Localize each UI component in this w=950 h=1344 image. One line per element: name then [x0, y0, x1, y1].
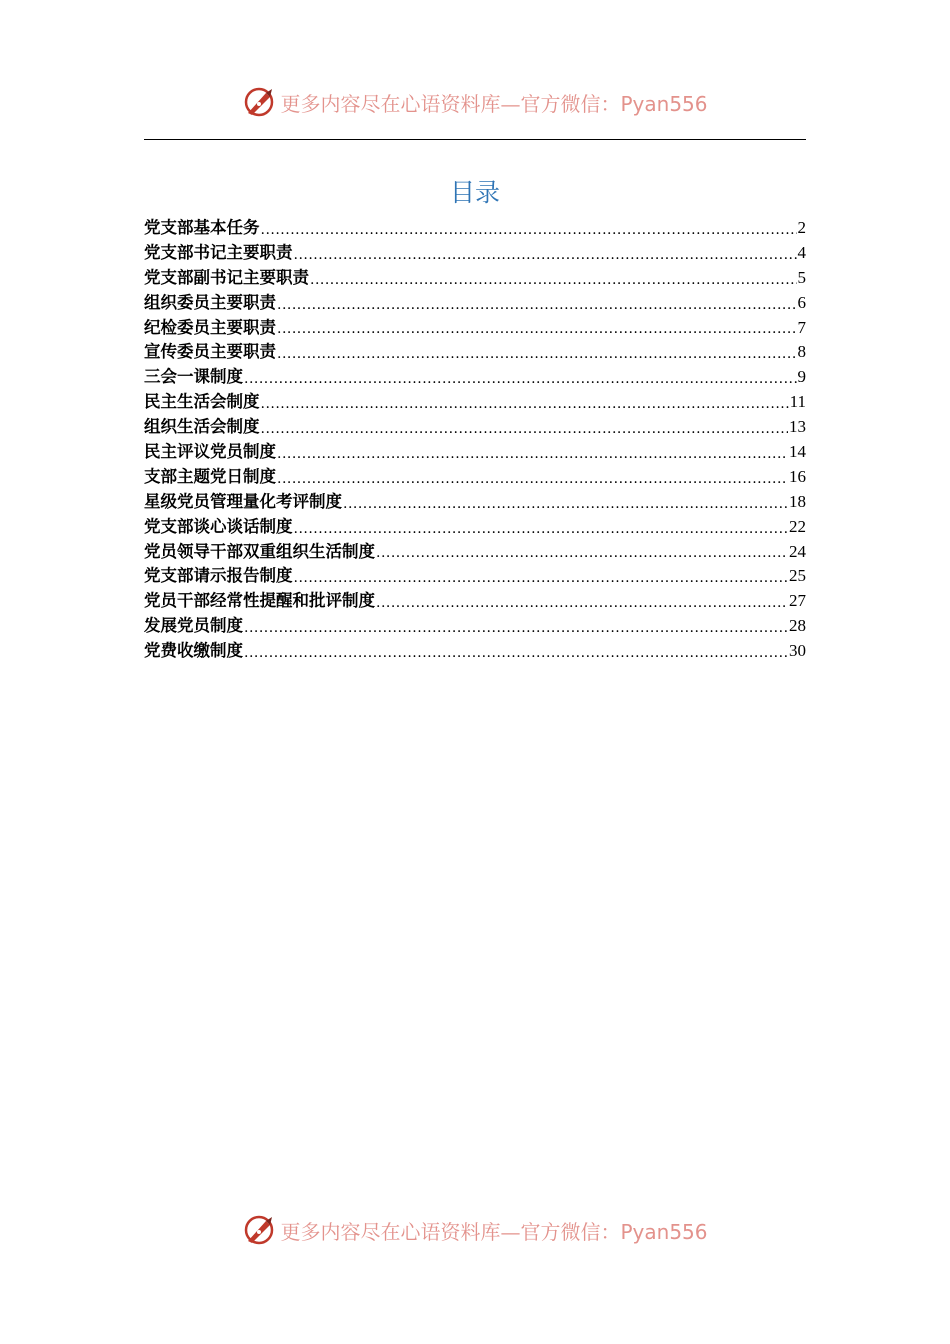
toc-entry[interactable]: 党支部基本任务 ..... 2	[144, 216, 806, 241]
header-banner	[0, 82, 950, 122]
toc-entry[interactable]: 党支部书记主要职责 ..... 4	[144, 241, 806, 266]
toc-entry[interactable]: 民主评议党员制度 ..... 14	[144, 440, 806, 465]
toc-entry[interactable]: 党支部副书记主要职责 ..... 5	[144, 266, 806, 291]
toc-entry[interactable]: 党支部请示报告制度 ..... 25	[144, 564, 806, 589]
toc-entry[interactable]: 三会一课制度 ..... 9	[144, 365, 806, 390]
toc-entry[interactable]: 支部主题党日制度 ..... 16	[144, 465, 806, 490]
pen-nib-logo-icon	[242, 1213, 276, 1247]
toc-title: 目录	[449, 178, 500, 207]
toc-entry[interactable]: 民主生活会制度 ..... 11	[144, 390, 806, 415]
header-banner-text: 更多内容尽在心语资料库—官方微信：Pyan556	[280, 91, 708, 116]
toc-entry[interactable]: 纪检委员主要职责 ..... 7	[144, 316, 806, 341]
toc-entry[interactable]: 党费收缴制度 ..... 30	[144, 639, 806, 664]
toc-entry[interactable]: 组织生活会制度 ..... 13	[144, 415, 806, 440]
table-of-contents	[144, 216, 806, 664]
toc-entry[interactable]: 党员领导干部双重组织生活制度 ..... 24	[144, 540, 806, 565]
footer-banner-text: 更多内容尽在心语资料库—官方微信：Pyan556	[280, 1219, 708, 1244]
toc-entry[interactable]: 党员干部经常性提醒和批评制度 ..... 27	[144, 589, 806, 614]
footer-banner	[0, 1210, 950, 1250]
header-divider	[144, 139, 806, 140]
toc-entry[interactable]: 党支部谈心谈话制度 ..... 22	[144, 515, 806, 540]
toc-entry[interactable]: 组织委员主要职责 ..... 6	[144, 291, 806, 316]
toc-entry[interactable]: 星级党员管理量化考评制度 ..... 18	[144, 490, 806, 515]
toc-entry[interactable]: 宣传委员主要职责 ..... 8	[144, 340, 806, 365]
toc-entry[interactable]: 发展党员制度 ..... 28	[144, 614, 806, 639]
pen-nib-logo-icon	[242, 85, 276, 119]
